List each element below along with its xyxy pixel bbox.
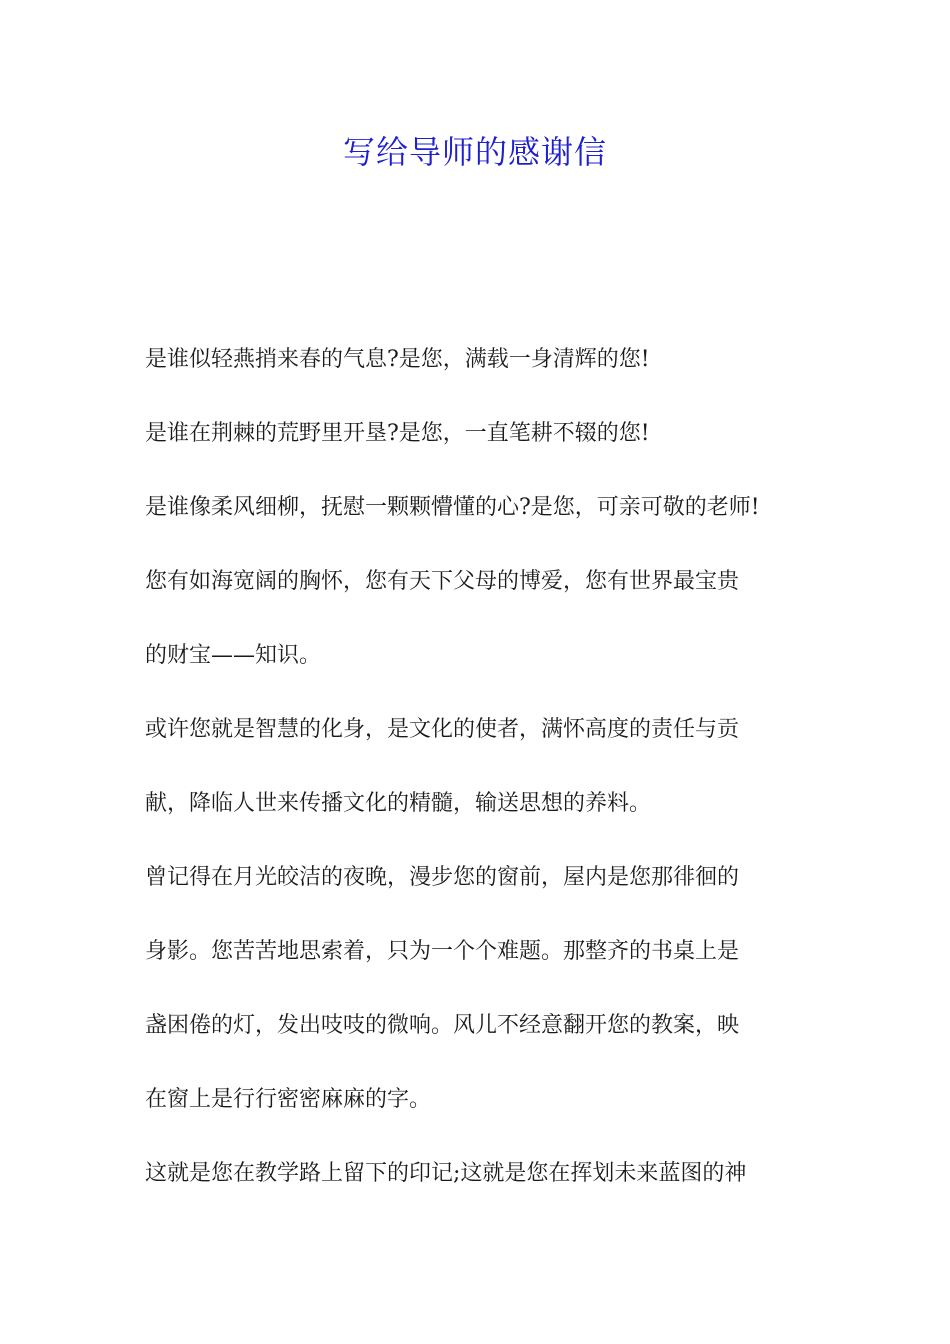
body-line-4: 您有如海宽阔的胸怀，您有天下父母的博爱，您有世界最宝贵 xyxy=(145,569,740,594)
body-line-9: 身影。您苦苦地思索着，只为一个个难题。那整齐的书桌上是 xyxy=(145,939,740,964)
body-line-6: 或许您就是智慧的化身，是文化的使者，满怀高度的责任与贡 xyxy=(145,717,740,742)
document-body xyxy=(145,335,815,1223)
body-line-3: 是谁像柔风细柳，抚慰一颗颗懵懂的心?是您，可亲可敬的老师! xyxy=(145,495,760,520)
body-line-12: 这就是您在教学路上留下的印记;这就是您在挥划未来蓝图的神 xyxy=(145,1161,747,1186)
body-line-1: 是谁似轻燕捎来春的气息?是您，满载一身清辉的您! xyxy=(145,347,650,372)
body-line-10: 盏困倦的灯，发出吱吱的微响。风儿不经意翻开您的教案，映 xyxy=(145,1013,740,1038)
body-line-11: 在窗上是行行密密麻麻的字。 xyxy=(145,1087,432,1112)
body-line-2: 是谁在荆棘的荒野里开垦?是您，一直笔耕不辍的您! xyxy=(145,421,650,446)
body-line-8: 曾记得在月光皎洁的夜晚，漫步您的窗前，屋内是您那徘徊的 xyxy=(145,865,740,890)
body-line-7: 献，降临人世来传播文化的精髓，输送思想的养料。 xyxy=(145,791,652,816)
document-title: 写给导师的感谢信 xyxy=(342,133,607,171)
body-line-5: 的财宝——知识。 xyxy=(145,643,322,668)
